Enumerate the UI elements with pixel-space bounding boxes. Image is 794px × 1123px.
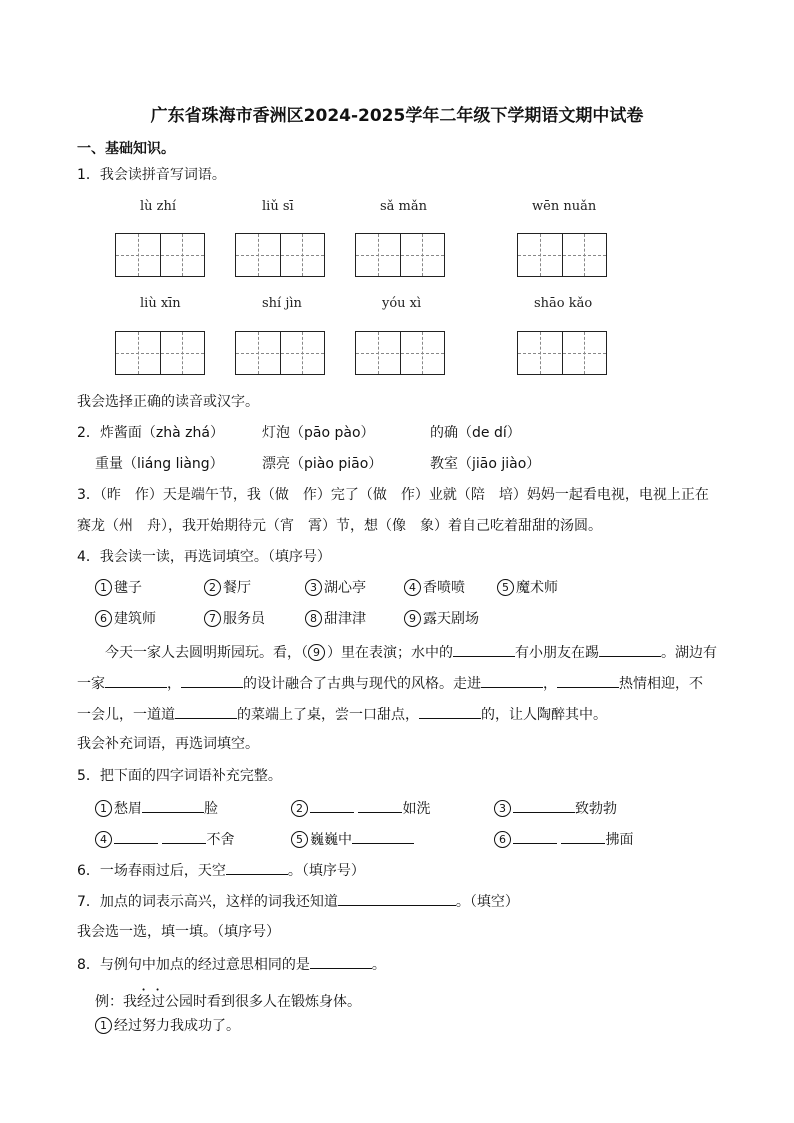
answer-blank[interactable] bbox=[513, 829, 557, 844]
page-title: 广东省珠海市香洲区2024-2025学年二年级下学期语文期中试卷 bbox=[150, 106, 644, 126]
writing-grid[interactable] bbox=[517, 331, 607, 375]
q1-prompt: 1．我会读拼音写词语。 bbox=[77, 167, 226, 183]
q8-line: 8．与例句中加点的经过意思相同的是 。 bbox=[77, 954, 386, 974]
sub-heading: 我会补充词语，再选词填空。 bbox=[77, 736, 259, 752]
word-option: 8 甜津津 bbox=[305, 610, 366, 628]
pinyin: sǎ mǎn bbox=[380, 199, 428, 214]
answer-blank[interactable] bbox=[310, 798, 354, 813]
answer-blank[interactable] bbox=[599, 642, 661, 657]
answer-blank[interactable] bbox=[481, 673, 543, 688]
sub-heading: 我会选一选，填一填。（填序号） bbox=[77, 924, 280, 940]
idiom-item: 6 拂面 bbox=[494, 829, 633, 849]
pinyin: yóu xì bbox=[382, 296, 422, 311]
word-option: 4 香喷喷 bbox=[404, 579, 465, 597]
answer-blank[interactable] bbox=[453, 642, 515, 657]
answer-blank[interactable] bbox=[352, 829, 414, 844]
q3-line[interactable]: 3．（昨 作）天是端午节，我（做 作）完了（做 作）业就（陪 培）妈妈一起看电视，电视上正在 bbox=[77, 487, 709, 503]
pinyin: liǔ sī bbox=[262, 199, 294, 214]
pinyin: liù xīn bbox=[140, 296, 181, 311]
answer-blank[interactable] bbox=[358, 798, 402, 813]
writing-grid[interactable] bbox=[235, 233, 325, 277]
word-option: 5 魔术师 bbox=[497, 579, 558, 597]
q4-prompt: 4．我会读一读，再选词填空。（填序号） bbox=[77, 549, 331, 565]
answer-blank[interactable] bbox=[175, 704, 237, 719]
writing-grid[interactable] bbox=[355, 233, 445, 277]
q2-item[interactable]: 的确（de dí） bbox=[430, 425, 521, 441]
pinyin: shāo kǎo bbox=[534, 296, 593, 311]
answer-blank[interactable] bbox=[181, 673, 243, 688]
word-option: 6 建筑师 bbox=[95, 610, 156, 628]
writing-grid[interactable] bbox=[115, 331, 205, 375]
idiom-item: 4 不舍 bbox=[95, 829, 234, 849]
pinyin: shí jìn bbox=[262, 296, 302, 311]
writing-grid[interactable] bbox=[517, 233, 607, 277]
q3-line[interactable]: 赛龙（州 舟），我开始期待元（宵 霄）节，想（像 象）着自己吃着甜甜的汤圆。 bbox=[77, 518, 602, 534]
q2-item[interactable]: 漂亮（piào piāo） bbox=[262, 456, 383, 472]
pinyin: lù zhí bbox=[140, 199, 177, 214]
q6-line: 6．一场春雨过后，天空 。（填序号） bbox=[77, 860, 365, 880]
q5-prompt: 5．把下面的四字词语补充完整。 bbox=[77, 768, 282, 784]
answer-blank[interactable] bbox=[338, 891, 456, 906]
answer-blank[interactable] bbox=[105, 673, 167, 688]
idiom-item: 1 愁眉 脸 bbox=[95, 798, 218, 818]
q2-item[interactable]: 灯泡（pāo pào） bbox=[262, 425, 375, 441]
idiom-item: 5 巍巍中 bbox=[291, 829, 414, 849]
idiom-item: 3 致勃勃 bbox=[494, 798, 617, 818]
word-option: 2 餐厅 bbox=[204, 579, 251, 597]
answer-blank[interactable] bbox=[557, 673, 619, 688]
answer-blank[interactable] bbox=[142, 798, 204, 813]
q4-passage-line: 今天一家人去圆明斯园玩。看，（ 9 ）里在表演；水中的 有小朋友在踢 。湖边有 bbox=[105, 642, 717, 662]
writing-grid[interactable] bbox=[235, 331, 325, 375]
answer-blank[interactable] bbox=[561, 829, 605, 844]
q2-item[interactable]: 教室（jiāo jiào） bbox=[430, 456, 541, 472]
idiom-item: 2 如洗 bbox=[291, 798, 430, 818]
pinyin: wēn nuǎn bbox=[532, 199, 597, 214]
writing-grid[interactable] bbox=[115, 233, 205, 277]
q8-example: 例：我经过公园时看到很多人在锻炼身体。 bbox=[95, 994, 361, 1010]
answer-blank[interactable] bbox=[162, 829, 206, 844]
q4-passage-line: 一家 ， 的设计融合了古典与现代的风格。走进 ， 热情相迎，不 bbox=[77, 673, 703, 693]
sub-heading: 我会选择正确的读音或汉字。 bbox=[77, 394, 259, 410]
q2-item[interactable]: 重量（liáng liàng） bbox=[95, 456, 224, 472]
writing-grid[interactable] bbox=[355, 331, 445, 375]
q4-passage-line: 一会儿，一道道 的菜端上了桌，尝一口甜点， 的，让人陶醉其中。 bbox=[77, 704, 607, 724]
q8-option[interactable]: 1 经过努力我成功了。 bbox=[95, 1017, 240, 1035]
section-heading: 一、基础知识。 bbox=[77, 141, 175, 157]
word-option: 9 露天剧场 bbox=[404, 610, 479, 628]
q2-item[interactable]: 2．炸酱面（zhà zhá） bbox=[77, 425, 224, 441]
answer-blank[interactable] bbox=[310, 954, 372, 969]
answer-blank[interactable] bbox=[114, 829, 158, 844]
word-option: 3 湖心亭 bbox=[305, 579, 366, 597]
word-option: 1 毽子 bbox=[95, 579, 142, 597]
answer-blank[interactable] bbox=[513, 798, 575, 813]
word-option: 7 服务员 bbox=[204, 610, 265, 628]
answer-blank[interactable] bbox=[419, 704, 481, 719]
q7-line: 7．加点的词表示高兴，这样的词我还知道 。（填空） bbox=[77, 891, 519, 911]
answer-blank[interactable] bbox=[226, 860, 288, 875]
